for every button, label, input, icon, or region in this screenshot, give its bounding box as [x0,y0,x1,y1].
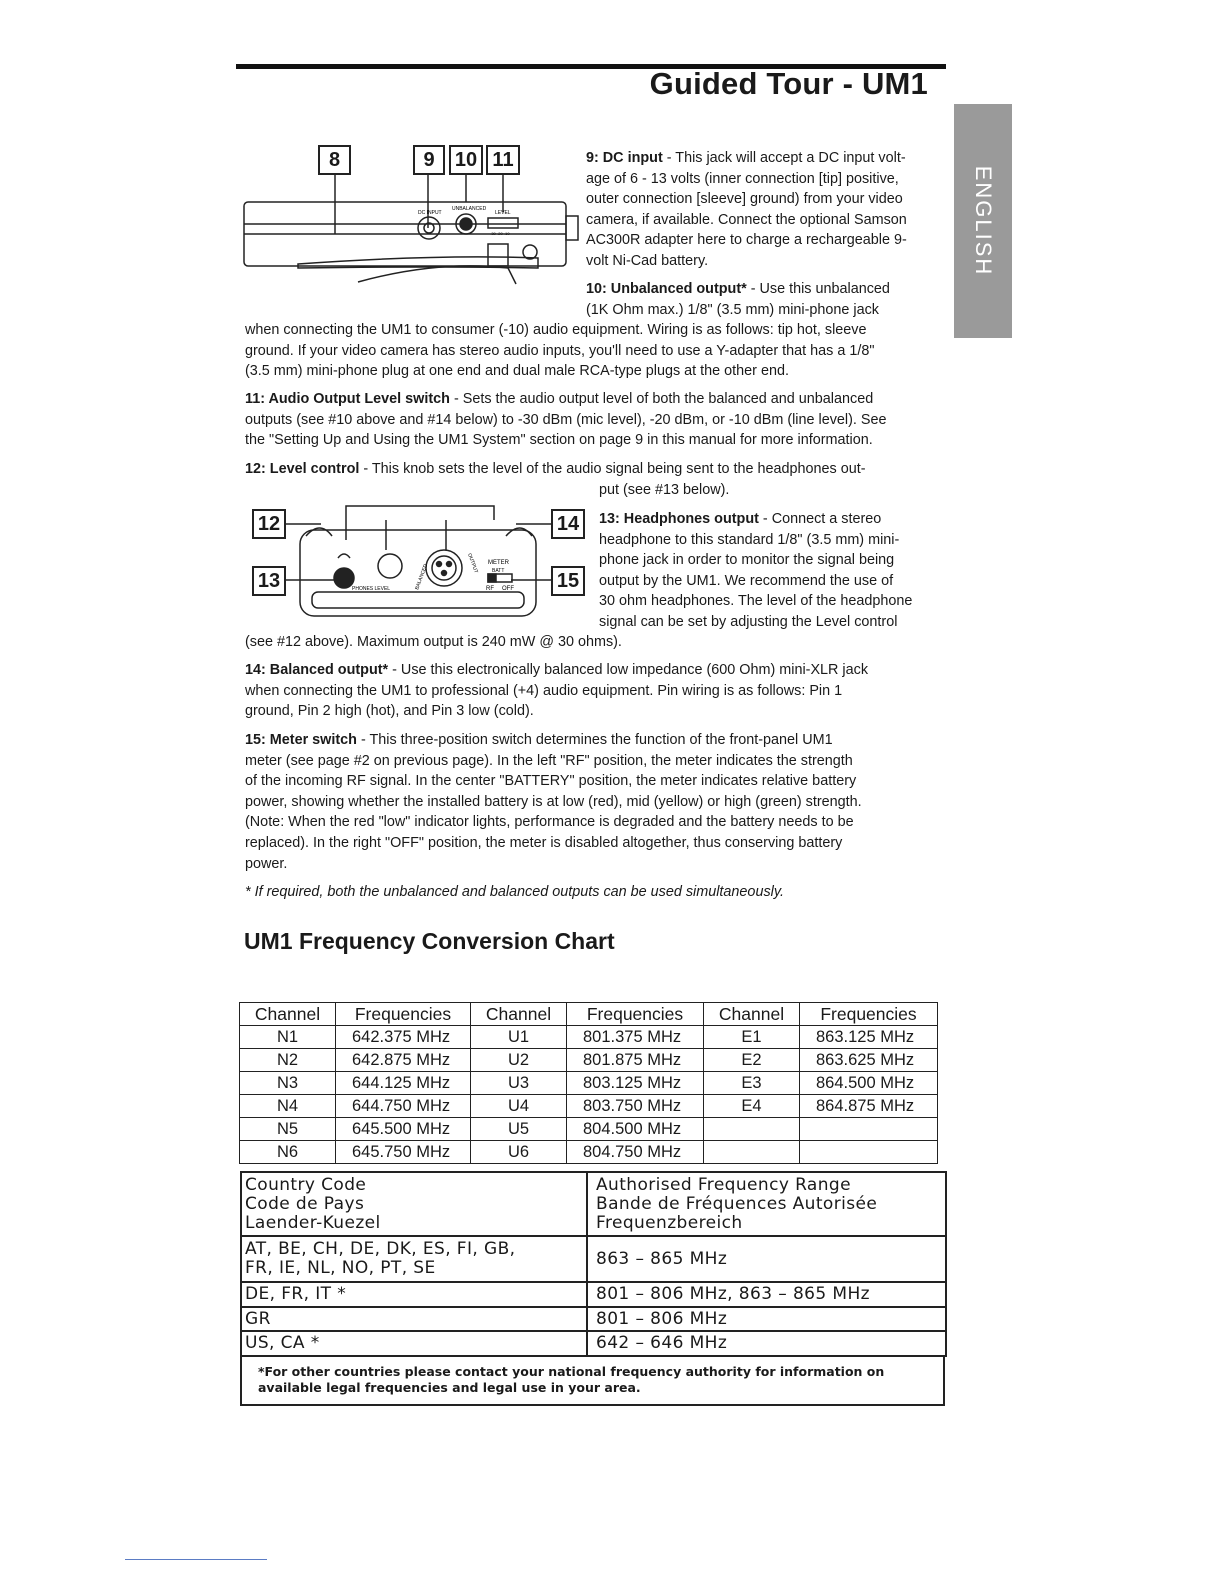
item-12-level-control-cont: put (see #13 below). [599,482,730,498]
channel-cell: E2 [704,1049,800,1072]
frequency-range-cell: 642 – 646 MHz [587,1331,946,1356]
footer-link-underline [125,1559,267,1560]
channel-cell: E1 [704,1026,800,1049]
frequency-cell: 804.750 MHz [567,1141,704,1164]
balanced-label: BALANCED [414,563,430,591]
channel-cell: U4 [471,1095,567,1118]
footnote: * If required, both the unbalanced and balanced outputs can be used simultaneously. [245,884,784,900]
frequency-cell: 803.125 MHz [567,1072,704,1095]
country-table-header [241,1172,946,1236]
frequency-range-cell: 863 – 865 MHz [587,1236,946,1282]
chart-title: UM1 Frequency Conversion Chart [244,928,615,954]
channel-cell: U5 [471,1118,567,1141]
frequency-cell: 644.125 MHz [336,1072,471,1095]
table-row [240,1049,938,1072]
column-header: Frequencies [567,1003,704,1026]
unbalanced-jack-label: UNBALANCED [452,206,487,212]
transmitter-top-diagram [286,500,552,630]
off-label: OFF [502,586,514,592]
channel-cell: N2 [240,1049,336,1072]
callout-12: 12 [252,509,286,539]
column-header: Channel [240,1003,336,1026]
item-12-level-control: 12: Level control - This knob sets the level of the audio signal being sent to the headphones out- [245,461,866,477]
item-10-unbalanced-output-head: 10: Unbalanced output* - Use this unbalanced (1K Ohm max.) 1/8" (3.5 mm) mini-phone jack [586,281,890,318]
output-label: OUTPUT [466,552,479,575]
table-row [240,1072,938,1095]
table-row [240,1118,938,1141]
frequency-cell: 863.625 MHz [800,1049,938,1072]
table-row [241,1236,946,1282]
table-row [241,1307,946,1331]
frequency-cell: 863.125 MHz [800,1026,938,1049]
item-13-headphones-output: 13: Headphones output - Connect a stereo headphone to this standard 1/8" (3.5 mm) mini- phone jack in order to monitor the signal being output by the UM1. We recommend the use of 30 ohm headphones. The level of the headphone signal can be set by adjusting the Level control [599,511,913,630]
dc-input-jack-label: DC INPUT [418,210,442,216]
channel-cell: N1 [240,1026,336,1049]
country-table-note: *For other countries please contact your national frequency authority for information on available legal frequencies and legal use in your area. [258,1364,885,1395]
column-header: Channel [704,1003,800,1026]
country-code-header: Country Code Code de Pays Laender-Kuezel [241,1172,587,1236]
frequency-cell: 864.875 MHz [800,1095,938,1118]
channel-cell: E4 [704,1095,800,1118]
column-header: Frequencies [800,1003,938,1026]
rf-label: RF [486,586,494,592]
frequency-table [239,1002,938,1164]
country-codes-cell: DE, FR, IT * [241,1282,587,1307]
frequency-cell: 801.375 MHz [567,1026,704,1049]
language-tab-label: ENGLISH [971,165,996,277]
callout-13: 13 [252,566,286,596]
column-header: Frequencies [336,1003,471,1026]
table-row [241,1331,946,1356]
country-codes-cell: GR [241,1307,587,1331]
item-10-unbalanced-output-body: when connecting the UM1 to consumer (-10) audio equipment. Wiring is as follows: tip hot, sleeve ground. If your video camera has stereo audio inputs, you'll need to use a Y-adapter that has a 1/8" (3.5 mm) mini-phone plug at one end and dual male RCA-type plugs at the other end. [245,322,875,380]
channel-cell: U2 [471,1049,567,1072]
meter-label: METER [488,560,509,566]
item-14-balanced-output: 14: Balanced output* - Use this electronically balanced low impedance (600 Ohm) mini-XLR jack when connecting the UM1 to professional (+4) audio equipment. Pin wiring is as follows: Pin 1 ground, Pin 2 high (hot), and Pin 3 low (cold). [245,662,869,720]
table-row [240,1026,938,1049]
table-row [240,1095,938,1118]
phones-level-label: PHONES LEVEL [352,586,391,592]
level-switch-positions: -30 -20 -10 [490,231,510,236]
callout-10: 10 [449,145,483,175]
frequency-cell: 803.750 MHz [567,1095,704,1118]
table-row [241,1282,946,1307]
frequency-cell: 644.750 MHz [336,1095,471,1118]
callout-14: 14 [551,509,585,539]
channel-cell: N3 [240,1072,336,1095]
callout-15: 15 [551,566,585,596]
page-title: Guided Tour - UM1 [649,66,928,101]
channel-cell [704,1118,800,1141]
callout-8: 8 [318,145,351,175]
item-11-audio-output-level: 11: Audio Output Level switch - Sets the audio output level of both the balanced and unbalanced outputs (see #10 above and #14 below) to -30 dBm (mic level), -20 dBm, or -10 dBm (line level). See the "Setting Up and Using the UM1 System" section on page 9 in this manual for more information. [245,391,887,449]
frequency-table-header [240,1003,938,1026]
callout-11: 11 [486,145,520,175]
language-tab [954,104,1012,338]
transmitter-side-diagram [238,172,583,297]
callout-9: 9 [413,145,445,175]
frequency-range-header: Authorised Frequency Range Bande de Fréquences Autorisée Frequenzbereich [587,1172,946,1236]
level-switch-label: LEVEL [495,210,511,216]
item-9-dc-input: 9: DC input - This jack will accept a DC input volt- age of 6 - 13 volts (inner connection [tip] positive, outer connection [sleeve] ground) from your video camera, if available. Connect the optional Samson AC300R adapter here to charge a rechargeable 9- volt Ni-Cad battery. [586,150,907,269]
frequency-cell [800,1141,938,1164]
table-row [240,1141,938,1164]
channel-cell [704,1141,800,1164]
frequency-cell [800,1118,938,1141]
frequency-range-cell: 801 – 806 MHz, 863 – 865 MHz [587,1282,946,1307]
frequency-cell: 642.875 MHz [336,1049,471,1072]
country-frequency-table [240,1171,947,1357]
country-codes-cell: AT, BE, CH, DE, DK, ES, FI, GB, FR, IE, NL, NO, PT, SE [241,1236,587,1282]
country-codes-cell: US, CA * [241,1331,587,1356]
frequency-cell: 645.750 MHz [336,1141,471,1164]
column-header: Channel [471,1003,567,1026]
channel-cell: U3 [471,1072,567,1095]
item-15-meter-switch: 15: Meter switch - This three-position switch determines the function of the front-panel UM1 meter (see page #2 on previous page). In the left "RF" position, the meter indicates the strength of the incoming RF signal. In the center "BATTERY" position, the meter indicates relative battery power, showing whether the installed battery is at low (red), mid (yellow) or high (green) strength. (Note: When the red "low" indicator lights, performance is degraded and the battery needs to be replaced). In the right "OFF" position, the meter is disabled altogether, thus conserving battery power. [245,732,862,872]
channel-cell: N6 [240,1141,336,1164]
channel-cell: U6 [471,1141,567,1164]
batt-label: BATT [492,568,505,574]
frequency-range-cell: 801 – 806 MHz [587,1307,946,1331]
frequency-cell: 645.500 MHz [336,1118,471,1141]
frequency-cell: 642.375 MHz [336,1026,471,1049]
frequency-cell: 804.500 MHz [567,1118,704,1141]
channel-cell: U1 [471,1026,567,1049]
channel-cell: E3 [704,1072,800,1095]
frequency-cell: 801.875 MHz [567,1049,704,1072]
channel-cell: N4 [240,1095,336,1118]
item-13-headphones-output-cont: (see #12 above). Maximum output is 240 mW @ 30 ohms). [245,634,622,650]
frequency-cell: 864.500 MHz [800,1072,938,1095]
channel-cell: N5 [240,1118,336,1141]
